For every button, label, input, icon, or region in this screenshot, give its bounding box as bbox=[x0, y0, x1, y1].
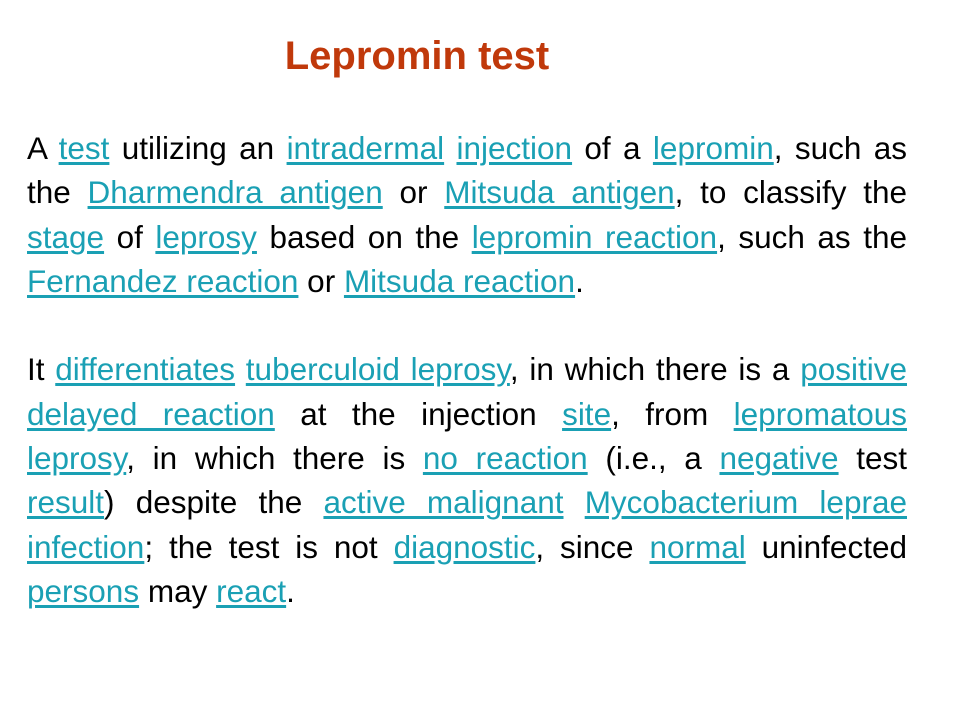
link-dharmendra-antigen[interactable]: Dharmendra antigen bbox=[87, 174, 383, 211]
link-lepromin[interactable]: lepromin bbox=[652, 130, 774, 166]
text-segment: may bbox=[139, 572, 217, 609]
paragraph-differentiation bbox=[27, 347, 907, 613]
text-segment: ) despite the bbox=[104, 484, 324, 521]
link-persons[interactable]: persons bbox=[27, 572, 140, 609]
text-segment: A bbox=[27, 130, 59, 166]
link-lepromatous-leprosy[interactable]: lepromatous leprosy bbox=[27, 395, 907, 477]
link-differentiates[interactable]: differentiates bbox=[55, 351, 236, 388]
text-segment: , from bbox=[611, 395, 734, 432]
text-segment: , to classify the bbox=[674, 174, 907, 211]
text-segment: . bbox=[286, 572, 295, 609]
link-negative[interactable]: negative bbox=[719, 440, 839, 477]
link-test[interactable]: test bbox=[58, 130, 110, 166]
link-delayed-reaction[interactable]: delayed reaction bbox=[27, 395, 275, 432]
link-leprosy[interactable]: leprosy bbox=[155, 218, 257, 255]
text-segment: , in which there is a bbox=[509, 351, 801, 388]
text-segment: based on the bbox=[256, 218, 472, 255]
text-segment: at the injection bbox=[274, 395, 563, 432]
text-segment: , such as the bbox=[27, 130, 907, 211]
text-segment: test bbox=[838, 440, 907, 477]
page-title: Lepromin test bbox=[284, 34, 550, 78]
text-segment: uninfected bbox=[745, 528, 907, 565]
link-intradermal[interactable]: intradermal bbox=[286, 130, 445, 166]
link-mitsuda-antigen[interactable]: Mitsuda antigen bbox=[444, 174, 675, 211]
text-segment: ; the test is not bbox=[144, 528, 394, 565]
link-fernandez-reaction[interactable]: Fernandez reaction bbox=[27, 262, 299, 299]
link-lepromin-reaction[interactable]: lepromin reaction bbox=[471, 218, 718, 255]
text-segment: , in which there is bbox=[126, 440, 423, 477]
link-normal[interactable]: normal bbox=[649, 528, 746, 565]
link-mitsuda-reaction[interactable]: Mitsuda reaction bbox=[343, 262, 576, 299]
link-diagnostic[interactable]: diagnostic bbox=[393, 528, 536, 565]
text-segment: or bbox=[298, 262, 344, 299]
link-active-malignant[interactable]: active malignant bbox=[323, 484, 564, 521]
link-infection[interactable]: infection bbox=[27, 528, 145, 565]
link-no-reaction[interactable]: no reaction bbox=[422, 440, 588, 477]
text-segment: of bbox=[104, 218, 156, 255]
link-injection[interactable]: injection bbox=[456, 130, 573, 166]
link-tuberculoid-leprosy[interactable]: tuberculoid leprosy bbox=[245, 351, 510, 388]
definition-body bbox=[27, 126, 907, 613]
text-segment: . bbox=[575, 262, 584, 299]
text-segment bbox=[564, 484, 585, 520]
link-site[interactable]: site bbox=[562, 395, 612, 432]
text-segment bbox=[235, 351, 246, 387]
text-segment: utilizing an bbox=[109, 130, 287, 166]
link-stage[interactable]: stage bbox=[27, 218, 105, 255]
text-segment: , since bbox=[535, 528, 650, 565]
link-result[interactable]: result bbox=[27, 484, 105, 521]
paragraph-definition bbox=[27, 126, 907, 303]
text-segment: of a bbox=[572, 130, 653, 166]
link-positive[interactable]: positive bbox=[800, 351, 907, 388]
link-react[interactable]: react bbox=[216, 572, 287, 609]
text-segment: (i.e., a bbox=[587, 440, 720, 477]
text-segment: It bbox=[27, 351, 56, 388]
link-mycobacterium-leprae[interactable]: Mycobacterium leprae bbox=[584, 484, 907, 521]
text-segment: , such as the bbox=[717, 218, 907, 255]
text-segment bbox=[444, 130, 456, 166]
text-segment: or bbox=[382, 174, 445, 211]
